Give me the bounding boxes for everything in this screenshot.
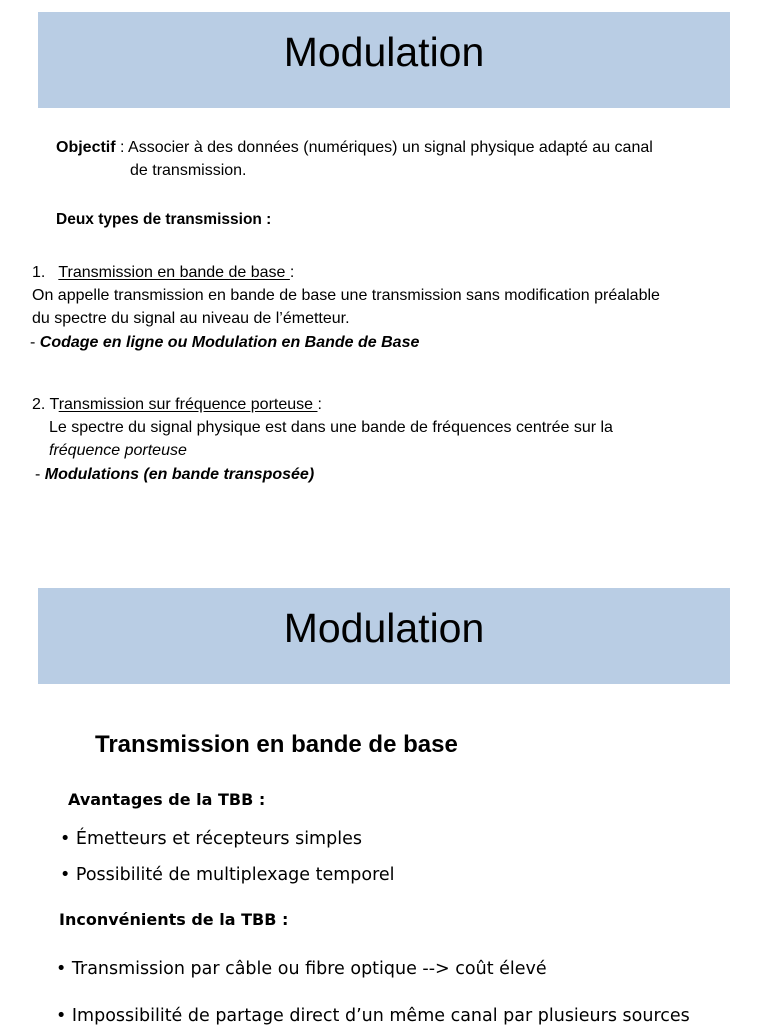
drawback-item: • Transmission par câble ou fibre optique --> coût élevé [56, 959, 547, 979]
item1-colon: : [289, 264, 295, 281]
slide1-title: Modulation [283, 29, 485, 75]
slide2-subtitle: Transmission en bande de base [95, 731, 458, 758]
advantage-item: • Possibilité de multiplexage temporel [60, 865, 395, 885]
item1-heading: Transmission en bande de base [58, 264, 290, 281]
item1-number: 1. [32, 264, 46, 281]
item2-number: 2. T [32, 396, 59, 413]
item2-desc-line2: fréquence porteuse [49, 442, 187, 459]
slide2-title-banner [38, 588, 730, 684]
objectif-text: : Associer à des données (numériques) un signal physique adapté au canal [115, 139, 653, 156]
item1-heading-line [32, 261, 294, 284]
objectif-label: Objectif [56, 139, 116, 156]
item1-dash: - [30, 334, 40, 351]
drawbacks-heading: Inconvénients de la TBB : [59, 910, 289, 929]
types-heading: Deux types de transmission : [56, 211, 272, 228]
item2-colon: : [317, 396, 322, 413]
item2-heading: ransmission sur fréquence porteuse [58, 396, 318, 413]
slide1-title-banner [38, 12, 730, 108]
slide2-title: Modulation [283, 605, 485, 651]
drawback-item: • Impossibilité de partage direct d’un même canal par plusieurs sources [56, 1006, 690, 1026]
item2-emphasis: Modulations (en bande transposée) [44, 466, 315, 483]
item1-emphasis-line [30, 331, 419, 354]
item1-desc-line2: du spectre du signal au niveau de l’émetteur. [32, 310, 350, 327]
item1-emphasis: Codage en ligne ou Modulation en Bande de Base [39, 334, 420, 351]
item2-emphasis-line [35, 463, 314, 486]
item2-desc-line1: Le spectre du signal physique est dans une bande de fréquences centrée sur la [49, 419, 613, 436]
advantages-heading: Avantages de la TBB : [68, 790, 266, 809]
advantage-item: • Émetteurs et récepteurs simples [60, 829, 362, 849]
item2-dash: - [35, 466, 45, 483]
objectif-line [56, 136, 653, 159]
objectif-text-cont: de transmission. [130, 162, 247, 179]
item1-desc-line1: On appelle transmission en bande de base une transmission sans modification préalable [32, 287, 660, 304]
item2-heading-line [32, 393, 322, 416]
